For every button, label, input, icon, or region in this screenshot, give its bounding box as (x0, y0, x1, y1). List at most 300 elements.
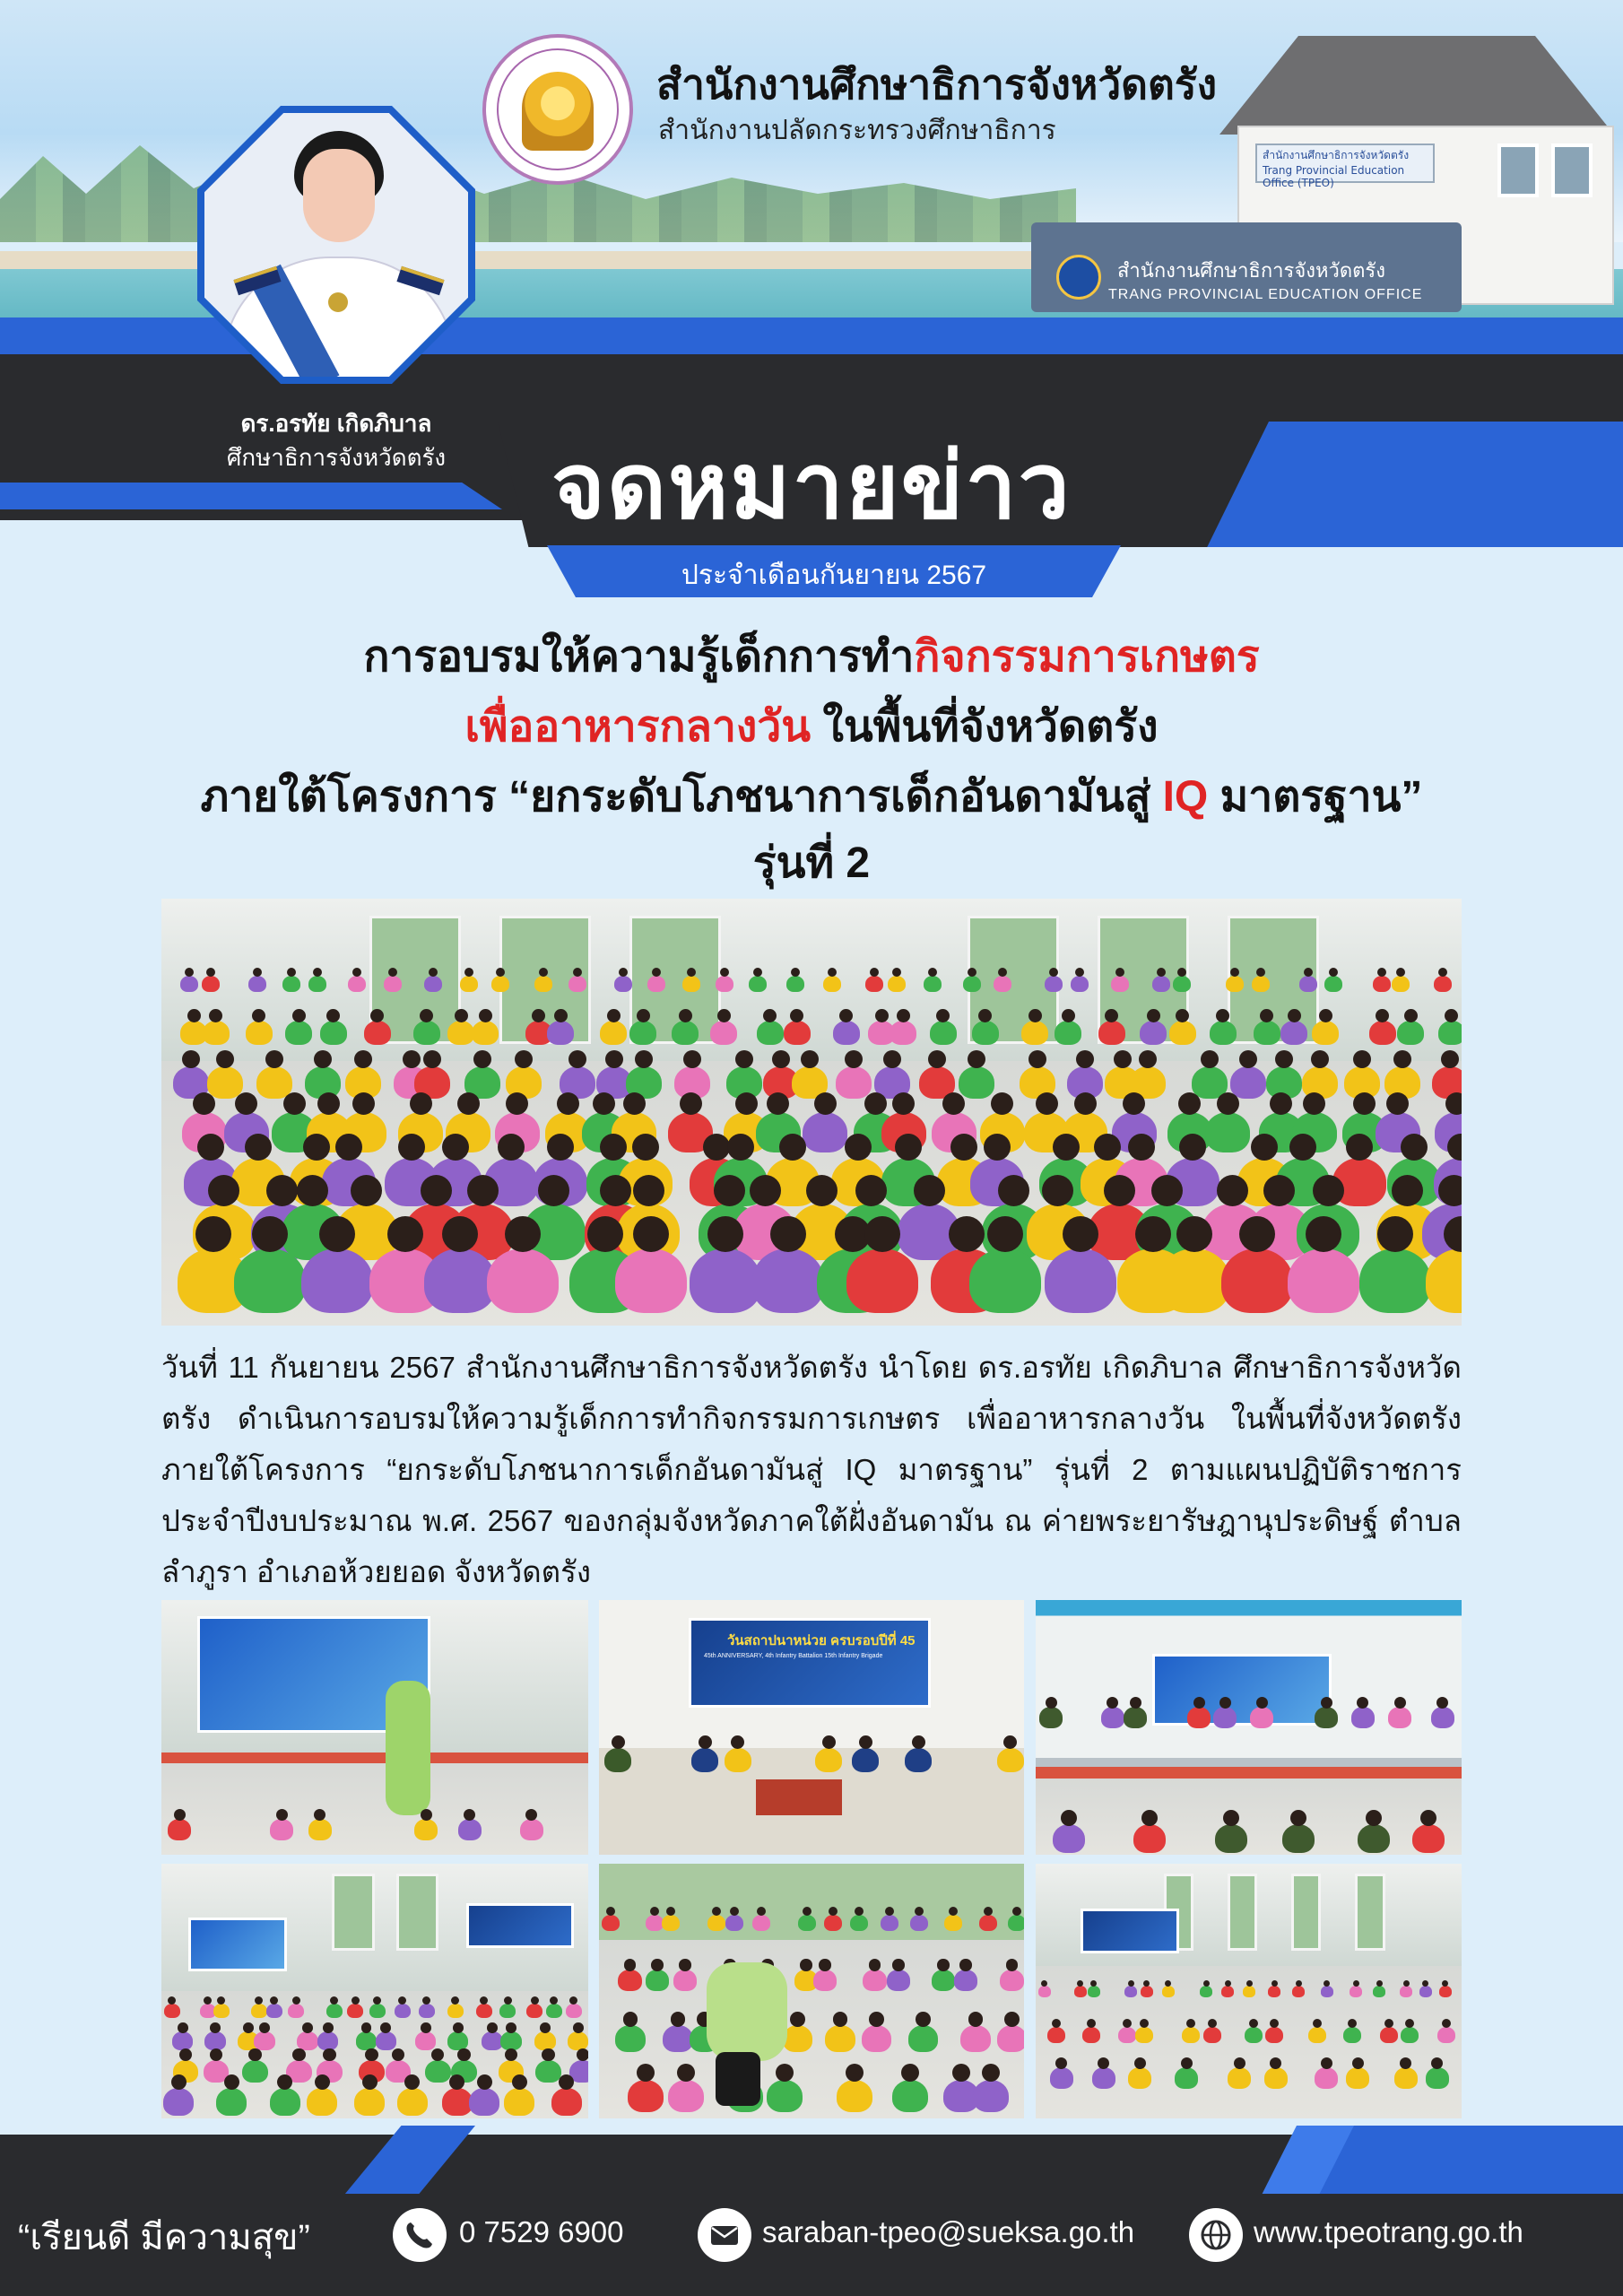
student-head (1306, 1216, 1341, 1252)
student-figure (354, 2088, 385, 2116)
student-figure (270, 1819, 293, 1839)
student-head (753, 968, 762, 977)
student-figure (568, 976, 586, 992)
student-head (1193, 1697, 1205, 1709)
student-figure (520, 1819, 543, 1839)
student-head (235, 1092, 257, 1115)
student-head (577, 2048, 589, 2061)
student-figure (1438, 1021, 1462, 1045)
student-head (216, 1050, 234, 1068)
student-head (1403, 1980, 1410, 1987)
student-head (928, 1050, 946, 1068)
org-parent: สำนักงานปลัดกระทรวงศึกษาธิการ (658, 116, 1056, 145)
student-figure (888, 976, 906, 992)
student-figure (1140, 1021, 1167, 1045)
student-figure (415, 2031, 436, 2050)
student-figure (1380, 2027, 1398, 2043)
student-head (1087, 2019, 1096, 2028)
student-head (892, 968, 901, 977)
student-figure (266, 2004, 282, 2018)
student-head (623, 2012, 638, 2027)
student-head (1303, 1092, 1325, 1115)
student-figure (604, 1748, 631, 1772)
student-head (607, 1009, 621, 1022)
student-head (335, 1134, 362, 1161)
student-head (763, 1009, 777, 1022)
student-figure (172, 2031, 193, 2050)
student-figure (203, 1021, 230, 1045)
student-figure (602, 1915, 620, 1931)
student-head (1061, 1810, 1077, 1826)
building-sign: สำนักงานศึกษาธิการจังหวัดตรัง Trang Provincial Education Office (TPEO) (1255, 144, 1435, 183)
student-head (1239, 1050, 1257, 1068)
student-figure (1228, 2067, 1251, 2088)
student-figure (424, 976, 442, 992)
student-head (968, 2012, 984, 2027)
headline-line-4: รุ่นที่ 2 (752, 839, 871, 887)
student-head (829, 1907, 838, 1916)
student-head (1147, 1009, 1160, 1022)
student-figure (1098, 1021, 1125, 1045)
student-head (352, 1996, 360, 2005)
student-head (259, 2022, 270, 2033)
student-figure (823, 976, 841, 992)
student-head (1128, 1134, 1155, 1161)
beach-background (0, 251, 1076, 269)
student-head (1296, 1980, 1302, 1987)
student-head (568, 1050, 586, 1068)
student-head (1321, 2057, 1332, 2069)
student-head (1157, 968, 1166, 977)
student-head (1404, 1009, 1418, 1022)
student-head (224, 2074, 239, 2090)
headline-text: มาตรฐาน” (1208, 773, 1423, 821)
student-figure (369, 2004, 386, 2018)
student-head (1329, 968, 1338, 977)
gate-logo-icon (1056, 255, 1101, 300)
student-head (319, 1216, 355, 1252)
student-head (547, 1134, 574, 1161)
student-head (354, 1050, 372, 1068)
footer-email[interactable]: saraban-tpeo@sueksa.go.th (762, 2215, 1135, 2248)
student-head (632, 1134, 659, 1161)
student-head (635, 1050, 653, 1068)
student-figure (1299, 976, 1317, 992)
student-head (392, 2048, 404, 2061)
student-head (1046, 1697, 1057, 1709)
student-figure (1074, 1986, 1087, 1997)
student-head (727, 1134, 754, 1161)
student-head (885, 1907, 894, 1916)
student-figure (1000, 1970, 1024, 1991)
student-head (352, 968, 361, 977)
student-head (1012, 1907, 1021, 1916)
photo-teacher-with-students (599, 1864, 1024, 2118)
student-figure (784, 1021, 811, 1045)
student-head (883, 1050, 901, 1068)
headline-highlight: เพื่ออาหารกลางวัน (464, 703, 812, 751)
student-figure (668, 2080, 704, 2112)
footer-slogan: “เรียนดี มีความสุข” (18, 2218, 310, 2257)
student-head (1028, 1050, 1046, 1068)
student-head (767, 1092, 789, 1115)
student-head (814, 1092, 837, 1115)
student-head (1062, 1009, 1075, 1022)
student-figure (833, 1021, 860, 1045)
student-figure (1152, 976, 1170, 992)
photo-soldiers-speaking (1036, 1600, 1462, 1855)
student-head (174, 1809, 186, 1821)
student-head (496, 968, 505, 977)
student-head (449, 2074, 464, 2090)
student-head (1179, 1134, 1206, 1161)
photo-activity-in-hall (1036, 1864, 1462, 2118)
student-figure (997, 2025, 1024, 2052)
footer-website[interactable]: www.tpeotrang.go.th (1254, 2215, 1523, 2248)
student-figure (1358, 1824, 1390, 1853)
student-head (855, 1175, 887, 1206)
photo-vip-seats (599, 1600, 1024, 1855)
student-figure (1388, 1707, 1411, 1727)
student-head (380, 2022, 391, 2033)
student-head (362, 2074, 378, 2090)
student-head (855, 1907, 864, 1916)
student-head (1271, 1980, 1278, 1987)
student-head (326, 1009, 340, 1022)
student-head (210, 2022, 221, 2033)
student-head (1256, 968, 1265, 977)
student-figure (534, 976, 552, 992)
student-figure (1071, 976, 1089, 992)
student-figure (629, 1021, 656, 1045)
student-head (195, 1216, 231, 1252)
student-head (525, 1809, 537, 1821)
student-head (1313, 2019, 1322, 2028)
student-figure (960, 2025, 990, 2052)
student-figure (1431, 1707, 1454, 1727)
student-head (1384, 2019, 1393, 2028)
student-figure (482, 2031, 502, 2050)
student-figure (282, 976, 300, 992)
student-head (984, 1134, 1011, 1161)
student-figure (425, 2060, 451, 2083)
student-figure (972, 1021, 999, 1045)
director-portrait (197, 106, 475, 384)
student-figure (1205, 1112, 1250, 1152)
student-head (998, 1175, 1029, 1206)
student-head (1219, 1697, 1231, 1709)
student-figure (1200, 1986, 1212, 1997)
student-head (538, 1175, 569, 1206)
student-head (464, 1809, 475, 1821)
student-head (302, 2022, 313, 2033)
student-figure (301, 1248, 373, 1313)
student-head (819, 1959, 830, 1970)
student-head (1366, 1810, 1382, 1826)
student-head (600, 1134, 627, 1161)
student-figure (767, 2080, 803, 2112)
student-head (623, 1092, 646, 1115)
student-figure (994, 976, 1011, 992)
student-head (652, 968, 661, 977)
student-head (277, 2074, 292, 2090)
student-head (968, 968, 976, 977)
student-head (1392, 1175, 1423, 1206)
student-head (1223, 1810, 1239, 1826)
student-figure (969, 1248, 1041, 1313)
student-head (1400, 2057, 1411, 2069)
student-head (916, 2012, 931, 2027)
student-head (1346, 1134, 1373, 1161)
student-head (869, 2012, 884, 2027)
student-figure (285, 1021, 312, 1045)
student-figure (881, 1915, 898, 1931)
student-figure (1350, 1986, 1362, 1997)
office-gate-sign (1031, 222, 1462, 312)
student-figure (1400, 1986, 1412, 1997)
student-figure (348, 976, 366, 992)
student-head (1230, 968, 1239, 977)
student-figure (1426, 1248, 1462, 1313)
student-figure (1182, 2027, 1200, 2043)
student-head (1139, 1050, 1157, 1068)
student-head (1260, 1009, 1273, 1022)
student-figure (397, 2088, 428, 2116)
headline-text: ภายใต้โครงการ “ยกระดับโภชนาการเด็กอันดามันสู่ (200, 773, 1163, 821)
student-figure (1221, 1248, 1293, 1313)
student-figure (863, 1970, 887, 1991)
student-figure (568, 2031, 588, 2050)
student-head (892, 1959, 904, 1970)
student-head (1151, 1175, 1183, 1206)
student-figure (1343, 2027, 1361, 2043)
student-head (1321, 1697, 1332, 1709)
student-figure (824, 1915, 842, 1931)
student-figure (207, 1066, 243, 1099)
student-head (846, 2064, 864, 2082)
student-figure (716, 976, 733, 992)
student-head (606, 1907, 615, 1916)
student-figure (1280, 1021, 1307, 1045)
student-figure (1268, 1986, 1280, 1997)
student-head (683, 1050, 701, 1068)
student-head (875, 1009, 889, 1022)
student-figure (973, 2080, 1009, 2112)
student-head (892, 1092, 915, 1115)
student-figure (447, 2004, 464, 2018)
student-figure (803, 1112, 847, 1152)
student-head (833, 2012, 848, 2027)
student-head (619, 968, 628, 977)
student-head (506, 1092, 528, 1115)
student-head (1036, 1092, 1058, 1115)
office-logo (482, 34, 633, 185)
student-head (314, 1809, 325, 1821)
student-figure (213, 2004, 230, 2018)
student-head (1431, 2057, 1443, 2069)
director-name: ดร.อรทัย เกิดภิบาล (240, 410, 432, 437)
student-figure (242, 2060, 268, 2083)
student-head (1041, 1980, 1047, 1987)
student-figure (1135, 2027, 1153, 2043)
student-head (612, 1735, 625, 1749)
student-head (1181, 2057, 1193, 2069)
student-head (1028, 1009, 1042, 1022)
student-head (1304, 968, 1313, 977)
student-head (352, 1092, 375, 1115)
student-head (1353, 1980, 1359, 1987)
student-head (679, 1009, 692, 1022)
student-head (182, 1050, 200, 1068)
student-head (982, 2064, 1000, 2082)
student-head (1445, 1092, 1462, 1115)
student-head (633, 1175, 664, 1206)
student-figure (924, 976, 942, 992)
student-head (504, 1996, 512, 2005)
student-figure (308, 976, 326, 992)
student-figure (1250, 1707, 1273, 1727)
student-head (323, 2048, 335, 2061)
student-figure (1055, 1021, 1081, 1045)
student-figure (288, 2004, 304, 2018)
student-head (950, 1134, 977, 1161)
student-figure (364, 1021, 391, 1045)
student-head (845, 1050, 863, 1068)
student-head (515, 1050, 533, 1068)
student-head (671, 2012, 686, 2027)
student-figure (1264, 2067, 1288, 2088)
student-head (421, 1809, 432, 1821)
student-figure (1315, 1707, 1338, 1727)
student-head (479, 1009, 492, 1022)
student-head (370, 1009, 384, 1022)
student-figure (618, 1970, 642, 1991)
student-head (365, 2048, 378, 2061)
student-head (859, 1735, 872, 1749)
student-figure (1118, 2027, 1136, 2043)
student-figure (997, 1748, 1024, 1772)
student-figure (535, 2060, 561, 2083)
student-figure (547, 1021, 574, 1045)
student-figure (551, 2088, 582, 2116)
student-head (633, 1216, 669, 1252)
student-head (1401, 1134, 1428, 1161)
student-head (210, 2048, 222, 2061)
student-figure (600, 1021, 627, 1045)
student-figure (442, 2088, 473, 2116)
student-figure (1439, 1986, 1452, 1997)
student-figure (476, 2004, 492, 2018)
student-head (1217, 1175, 1248, 1206)
student-head (540, 2022, 551, 2033)
student-head (187, 1009, 201, 1022)
student-figure (491, 976, 509, 992)
student-figure (663, 2025, 692, 2052)
student-head (361, 2022, 372, 2033)
student-figure (1437, 2027, 1455, 2043)
student-head (1353, 1092, 1376, 1115)
student-figure (749, 976, 767, 992)
student-head (864, 1092, 887, 1115)
student-figure (458, 1819, 482, 1839)
student-head (455, 1009, 468, 1022)
student-figure (1252, 976, 1270, 992)
student-head (978, 1009, 992, 1022)
student-figure (308, 1819, 332, 1839)
student-head (914, 1175, 945, 1206)
student-figure (1321, 1986, 1333, 1997)
student-head (1376, 1009, 1389, 1022)
student-head (1201, 1050, 1219, 1068)
student-figure (1359, 1248, 1431, 1313)
student-figure (672, 1021, 699, 1045)
student-figure (1426, 2067, 1449, 2088)
student-head (185, 968, 194, 977)
student-figure (180, 976, 198, 992)
student-head (1275, 1050, 1293, 1068)
student-figure (248, 976, 266, 992)
anniversary-banner-text: วันสถาปนาหน่วย ครบรอบปีที่ 45 (727, 1633, 916, 1648)
student-figure (1128, 2067, 1151, 2088)
student-head (928, 968, 937, 977)
student-head (1311, 1050, 1329, 1068)
student-head (252, 1009, 265, 1022)
student-figure (865, 976, 883, 992)
student-head (720, 968, 729, 977)
student-head (912, 1735, 925, 1749)
student-head (1239, 1216, 1275, 1252)
student-head (801, 1050, 819, 1068)
student-head (557, 1092, 579, 1115)
student-head (637, 2064, 655, 2082)
student-figure (959, 1066, 994, 1099)
student-head (666, 1907, 675, 1916)
student-head (1436, 1697, 1448, 1709)
student-head (559, 2074, 574, 2090)
student-figure (628, 2080, 664, 2112)
footer-phone[interactable]: 0 7529 6900 (459, 2215, 624, 2248)
student-figure (954, 1970, 978, 1991)
student-figure (270, 2088, 300, 2116)
student-head (984, 1907, 993, 1916)
student-figure (246, 1021, 273, 1045)
student-figure (395, 2004, 411, 2018)
student-head (554, 1009, 568, 1022)
student-figure (1169, 1021, 1196, 1045)
student-figure (1308, 2027, 1326, 2043)
student-head (806, 1175, 838, 1206)
student-head (1249, 2019, 1258, 2028)
student-head (1049, 968, 1058, 977)
student-head (593, 1092, 615, 1115)
student-head (265, 1050, 283, 1068)
main-photo-students-seated (161, 899, 1462, 1326)
student-head (1208, 2019, 1217, 2028)
student-figure (646, 1970, 670, 1991)
student-head (1075, 968, 1084, 977)
student-head (531, 1996, 539, 2005)
student-figure (1394, 2067, 1418, 2088)
student-head (750, 1175, 781, 1206)
student-head (573, 968, 582, 977)
student-head (1386, 1092, 1409, 1115)
student-head (276, 1809, 288, 1821)
student-figure (890, 1021, 916, 1045)
student-figure (347, 2004, 363, 2018)
student-head (410, 1092, 432, 1115)
student-head (398, 1134, 425, 1161)
student-head (968, 1050, 985, 1068)
